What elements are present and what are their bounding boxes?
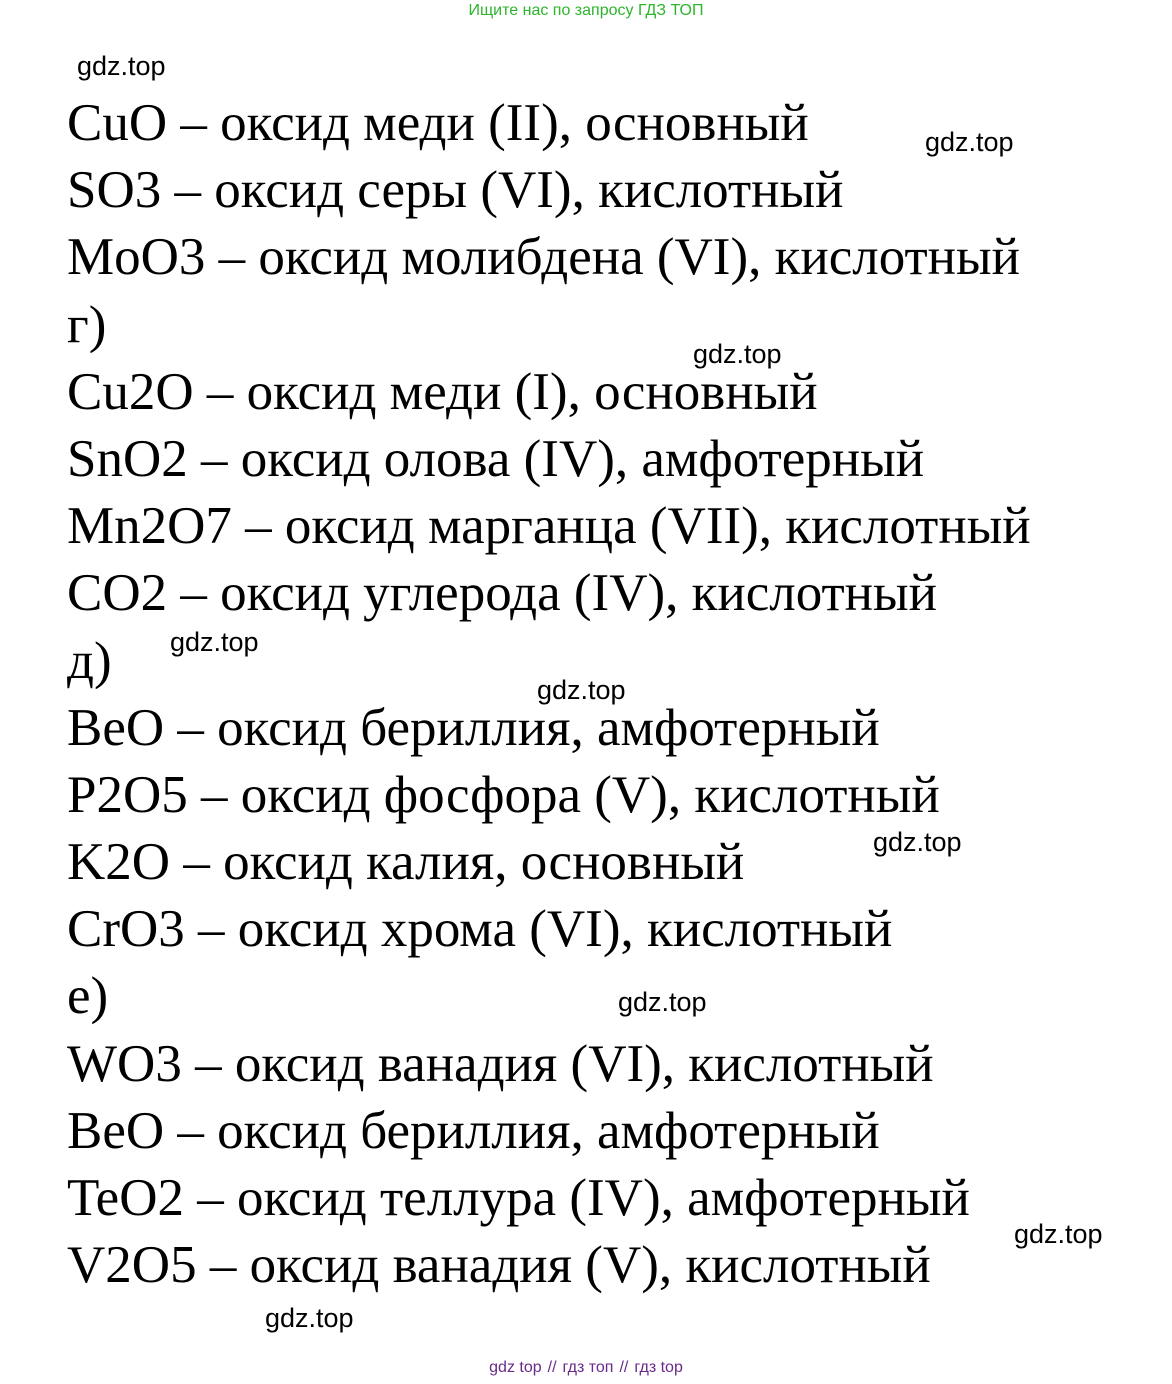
index-number: 2 — [96, 765, 123, 824]
element-symbol: Mn — [67, 497, 141, 556]
element-symbol: Sn — [67, 429, 123, 488]
watermark: gdz.top — [1014, 1219, 1103, 1249]
footer-link-1[interactable]: gdz top — [489, 1359, 542, 1376]
answer-lines — [67, 90, 1031, 1299]
element-symbol: P — [67, 765, 97, 824]
index-number: 2 — [161, 429, 188, 488]
element-symbol: O — [140, 228, 179, 287]
index-number: 2 — [128, 362, 156, 421]
watermark: gdz.top — [873, 827, 962, 857]
watermark: gdz.top — [618, 987, 707, 1017]
watermark: gdz.top — [170, 627, 259, 657]
element-symbol: O — [128, 94, 168, 152]
element-symbol: O — [120, 900, 159, 959]
oxide-description: – оксид хрома (VI), кислотный — [184, 900, 893, 959]
oxide-description: – оксид меди (I), основный — [193, 362, 818, 421]
watermark: gdz.top — [693, 339, 782, 369]
oxide-line — [67, 224, 1031, 291]
watermark: gdz.top — [925, 127, 1014, 157]
footer-separator: // — [619, 1359, 629, 1376]
index-number: 2 — [140, 564, 168, 623]
index-number: 3 — [134, 161, 162, 220]
element-symbol: O — [167, 497, 206, 556]
oxide-description: – оксид бериллия, амфотерный — [164, 1101, 880, 1160]
chemical-formula — [67, 94, 167, 152]
chemical-formula — [67, 161, 161, 219]
index-number: 7 — [205, 497, 232, 556]
oxide-line — [67, 1098, 1031, 1165]
element-symbol: Be — [67, 698, 126, 757]
oxide-line — [67, 1165, 1031, 1232]
chemical-formula — [67, 564, 167, 622]
chemical-formula — [67, 699, 164, 757]
section-label: д) — [67, 631, 112, 690]
element-symbol: O — [122, 429, 162, 488]
element-symbol: W — [67, 1034, 118, 1093]
oxide-description: – оксид молибдена (VI), кислотный — [205, 228, 1020, 287]
footer-link-2[interactable]: гдз топ — [562, 1359, 614, 1376]
element-symbol: O — [119, 1169, 158, 1227]
element-symbol: V — [67, 1236, 106, 1295]
oxide-description: – оксид теллура (IV), амфотерный — [183, 1169, 970, 1227]
element-symbol: O — [131, 1236, 171, 1295]
chemical-formula — [67, 228, 205, 286]
chemical-formula — [67, 1169, 184, 1227]
element-symbol: S — [67, 161, 97, 220]
index-number: 2 — [105, 833, 132, 892]
oxide-line — [67, 896, 1031, 963]
chemical-formula — [67, 833, 170, 891]
chemical-formula — [67, 766, 188, 824]
top-banner: Ищите нас по запросу ГДЗ ТОП — [468, 2, 704, 19]
oxide-description: – оксид ванадия (VI), кислотный — [181, 1034, 934, 1093]
oxide-description: – оксид марганца (VII), кислотный — [231, 497, 1031, 556]
index-number: 3 — [155, 1034, 182, 1093]
element-symbol: O — [117, 1034, 156, 1093]
element-symbol: Mo — [67, 228, 141, 287]
oxide-line — [67, 90, 1031, 157]
element-symbol: O — [96, 161, 135, 220]
oxide-line — [67, 762, 1031, 829]
element-symbol: Cu — [67, 94, 129, 152]
element-symbol: Cr — [67, 900, 120, 959]
section-label: е) — [67, 967, 109, 1026]
element-symbol: Be — [67, 1101, 126, 1160]
oxide-description: – оксид фосфора (V), кислотный — [187, 765, 940, 824]
element-symbol: O — [155, 362, 194, 421]
oxide-line — [67, 695, 1031, 762]
oxide-line — [67, 829, 1031, 896]
footer-separator: // — [547, 1359, 557, 1376]
element-symbol: O — [131, 833, 171, 892]
oxide-description: – оксид ванадия (V), кислотный — [196, 1236, 931, 1295]
watermark: gdz.top — [537, 675, 626, 705]
oxide-description: – оксид меди (II), основный — [167, 94, 809, 152]
oxide-description: – оксид калия, основный — [170, 833, 745, 892]
oxide-description: – оксид олова (IV), амфотерный — [187, 429, 925, 488]
oxide-line — [67, 157, 1031, 224]
chemical-formula — [67, 430, 188, 488]
index-number: 2 — [105, 1236, 132, 1295]
index-number: 3 — [158, 900, 185, 959]
footer-link-3[interactable]: гдз top — [634, 1359, 683, 1376]
chemical-formula — [67, 1035, 182, 1093]
chemical-formula — [67, 363, 194, 421]
oxide-line — [67, 1031, 1031, 1098]
watermark: gdz.top — [265, 1303, 354, 1333]
chemical-formula — [67, 1102, 164, 1160]
element-symbol: Te — [67, 1169, 120, 1227]
oxide-description: – оксид серы (VI), кислотный — [161, 161, 844, 220]
index-number: 2 — [157, 1169, 184, 1227]
oxide-line — [67, 359, 1031, 426]
oxide-description: – оксид бериллия, амфотерный — [164, 698, 880, 757]
bottom-banner — [0, 1359, 1172, 1377]
index-number: 2 — [140, 497, 168, 556]
index-number: 3 — [178, 228, 206, 287]
element-symbol: O — [102, 564, 141, 623]
element-symbol: C — [67, 564, 103, 623]
index-number: 5 — [170, 1236, 197, 1295]
chemical-formula — [67, 497, 232, 555]
oxide-line — [67, 1232, 1031, 1299]
element-symbol: Cu — [67, 362, 129, 421]
element-symbol: K — [67, 833, 106, 892]
oxide-line — [67, 560, 1031, 627]
section-label: г) — [67, 295, 107, 354]
oxide-line — [67, 426, 1031, 493]
element-symbol: O — [122, 765, 162, 824]
watermark: gdz.top — [77, 51, 166, 81]
element-symbol: O — [125, 1101, 165, 1160]
oxide-line — [67, 493, 1031, 560]
oxide-description: – оксид углерода (IV), кислотный — [167, 564, 938, 623]
chemical-formula — [67, 1236, 197, 1294]
chemical-formula — [67, 900, 185, 958]
element-symbol: O — [125, 698, 165, 757]
index-number: 5 — [161, 765, 188, 824]
